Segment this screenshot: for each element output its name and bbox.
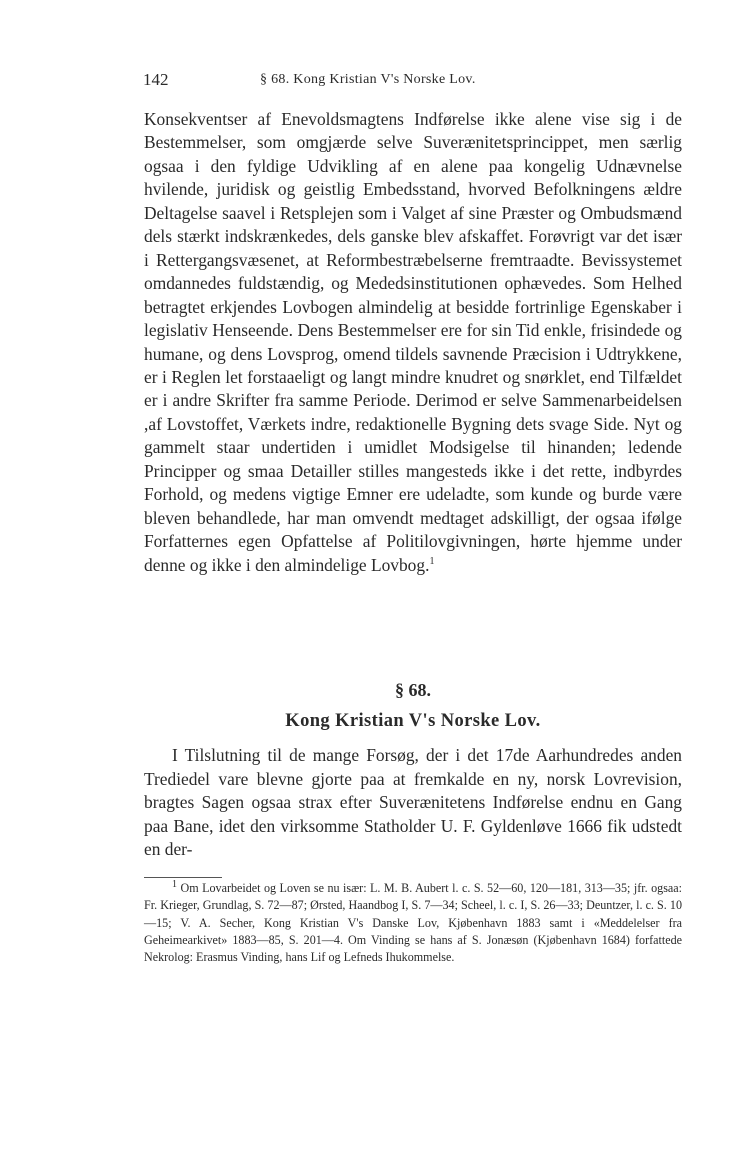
running-head-title: § 68. Kong Kristian V's Norske Lov. — [260, 72, 476, 87]
section-number: § 68. — [395, 680, 431, 700]
footnote-marker: 1 — [172, 878, 177, 890]
footnote — [144, 880, 682, 966]
footnote-separator — [144, 877, 222, 878]
body-paragraph-2 — [144, 744, 682, 862]
body-paragraph-1 — [144, 108, 682, 577]
page-number: 142 — [143, 70, 169, 89]
footnote-reference: 1 — [429, 555, 435, 567]
footnote-text: Om Lovarbeidet og Loven se nu især: L. M. B. Aubert l. c. S. 52—60, 120—181, 313—35; jfr. ogsaa: Fr. Krieger, Grundlag, S. 72—87; Ørsted, Haandbog I, S. 7—34; Scheel, l. c. I, S. 26—33; Deuntzer, l. c. S. 10—15; V. A. Secher, Kong Kristian V's Danske Lov, Kjøbenhavn 1883 samt i «Meddelelser fra Geheimearkivet» 1883—85, S. 201—4. Om Vinding se hans af S. Jonæsøn (Kjøbenhavn 1684) forfattede Nekrolog: Erasmus Vinding, hans Lif og Lefneds Ihukommelse. — [144, 881, 682, 965]
paragraph-2-text: I Tilslutning til de mange Forsøg, der i det 17de Aarhundredes anden Trediedel vare blevne gjorte paa at fremkalde en ny, norsk Lovrevision, bragtes Sagen ogsaa strax efter Suverænitetens Indførelse endnu en Gang paa Bane, idet den virksomme Statholder U. F. Gyldenløve 1666 fik udstedt en der- — [144, 745, 682, 860]
section-title: Kong Kristian V's Norske Lov. — [285, 711, 541, 731]
paragraph-1-text: Konsekventser af Enevoldsmagtens Indførelse ikke alene vise sig i de Bestemmelser, som omgjærde selve Suverænitetsprincippet, men særlig ogsaa i den fyldige Udvikling af en alene paa kongelig Udnævnelse hvilende, juridisk og geistlig Embedsstand, hvorved Befolkningens ældre Deltagelse saavel i Retsplejen som i Valget af sine Præster og Ombudsmænd dels stærkt indskrænkedes, dels ganske blev afskaffet. Forøvrigt var det især i Rettergangsvæsenet, at Reformbestræbelserne fremtraadte. Bevissystemet omdannedes fuldstændig, og Mededsinstitutionen ophævedes. Som Helhed betragtet erkjendes Lovbogen almindelig at besidde fortrinlige Egenskaber i legislativ Henseende. Dens Bestemmelser ere for sin Tid enkle, frisindede og humane, og dens Lovsprog, omend tildels savnende Præcision i Udtrykkene, er i Reglen let forstaaeligt og langt mindre knudret og snørklet, end Tilfældet er i andre Skrifter fra samme Periode. Derimod er selve Sammenarbeidelsen ,af Lovstoffet, Værkets indre, redaktionelle Bygning dets svage Side. Nyt og gammelt staar undertiden i umidlet Modsigelse til hinanden; ledende Principper og smaa Detailler stilles mangesteds ikke i det rette, indbyrdes Forhold, og medens vigtige Emner ere udeladte, som kunde og burde være bleven behandlede, har man omvendt medtaget adskilligt, der ogsaa ifølge Forfatternes egen Opfattelse af Politilovgivningen, hørte hjemme under denne og ikke i den almindelige Lovbog. — [144, 109, 682, 575]
